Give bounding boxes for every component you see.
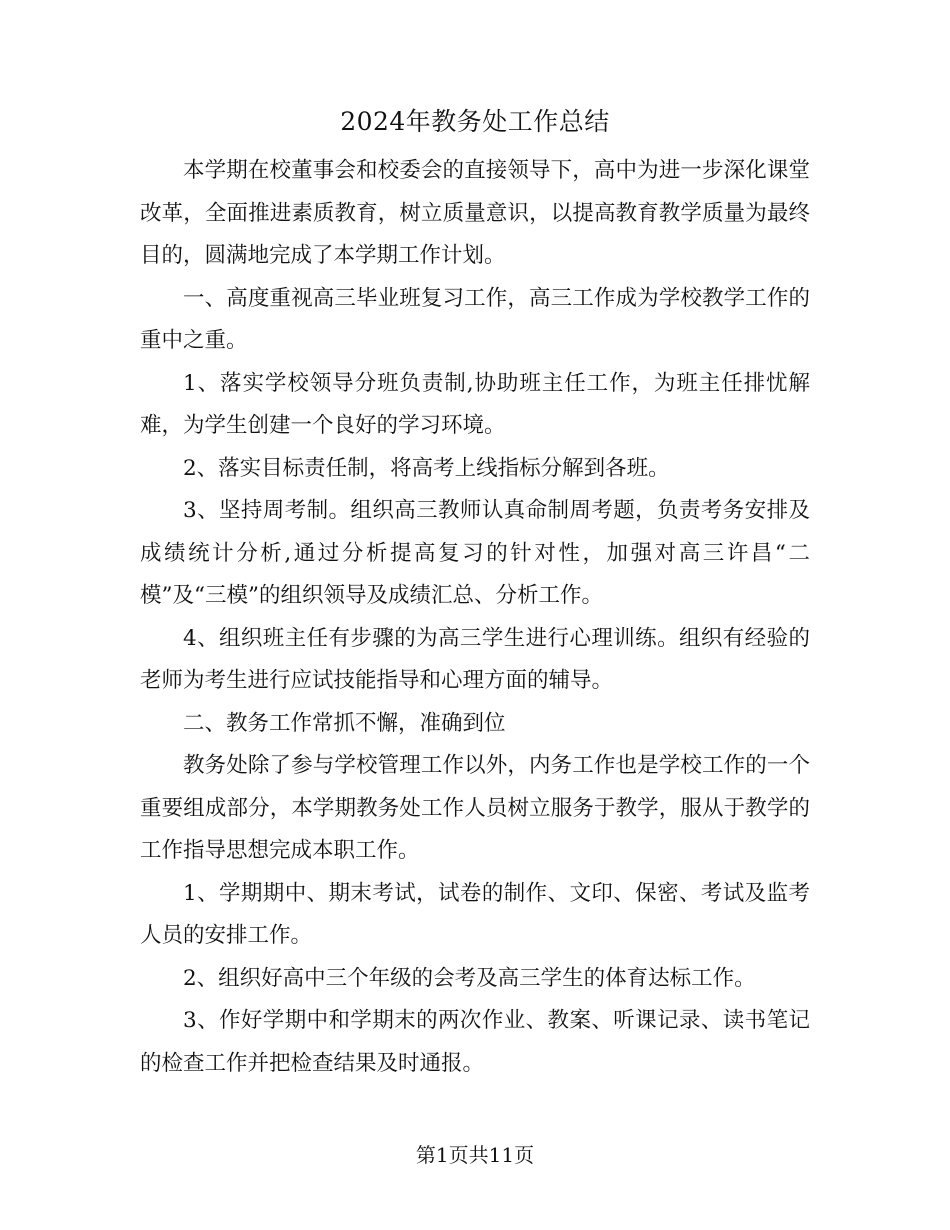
paragraph-section-1-item-3: 3、坚持周考制。组织高三教师认真命制周考题，负责考务安排及成绩统计分析,通过分析提高复习的针对性，加强对高三许昌“二模”及“三模”的组织领导及成绩汇总、分析工作。 — [140, 498, 810, 608]
paragraph-section-1-heading: 一、高度重视高三毕业班复习工作，高三工作成为学校教学工作的重中之重。 — [140, 285, 810, 353]
paragraph-section-1-item-2: 2、落实目标责任制，将高考上线指标分解到各班。 — [183, 455, 670, 481]
page-number-footer: 第1页共11页 — [415, 1143, 535, 1167]
document-title: 2024年教务处工作总结 — [340, 107, 610, 136]
document-body — [140, 150, 810, 1085]
paragraph-section-2-item-3: 3、作好学期中和学期末的两次作业、教案、听课记录、读书笔记的检查工作并把检查结果及时通报。 — [140, 1008, 810, 1076]
paragraph-section-2-heading: 二、教务工作常抓不懈，准确到位 — [183, 710, 506, 736]
paragraph-intro: 本学期在校董事会和校委会的直接领导下，高中为进一步深化课堂改革，全面推进素质教育，树立质量意识，以提高教育教学质量为最终目的，圆满地完成了本学期工作计划。 — [140, 158, 810, 268]
paragraph-section-2-item-2: 2、组织好高中三个年级的会考及高三学生的体育达标工作。 — [183, 965, 756, 991]
paragraph-section-1-item-1: 1、落实学校领导分班负责制,协助班主任工作，为班主任排忧解难，为学生创建一个良好的学习环境。 — [140, 370, 810, 438]
paragraph-section-2-intro: 教务处除了参与学校管理工作以外，内务工作也是学校工作的一个重要组成部分，本学期教务处工作人员树立服务于教学，服从于教学的工作指导思想完成本职工作。 — [140, 753, 810, 863]
paragraph-section-1-item-4: 4、组织班主任有步骤的为高三学生进行心理训练。组织有经验的老师为考生进行应试技能指导和心理方面的辅导。 — [140, 625, 810, 693]
paragraph-section-2-item-1: 1、学期期中、期末考试，试卷的制作、文印、保密、考试及监考人员的安排工作。 — [140, 880, 810, 948]
